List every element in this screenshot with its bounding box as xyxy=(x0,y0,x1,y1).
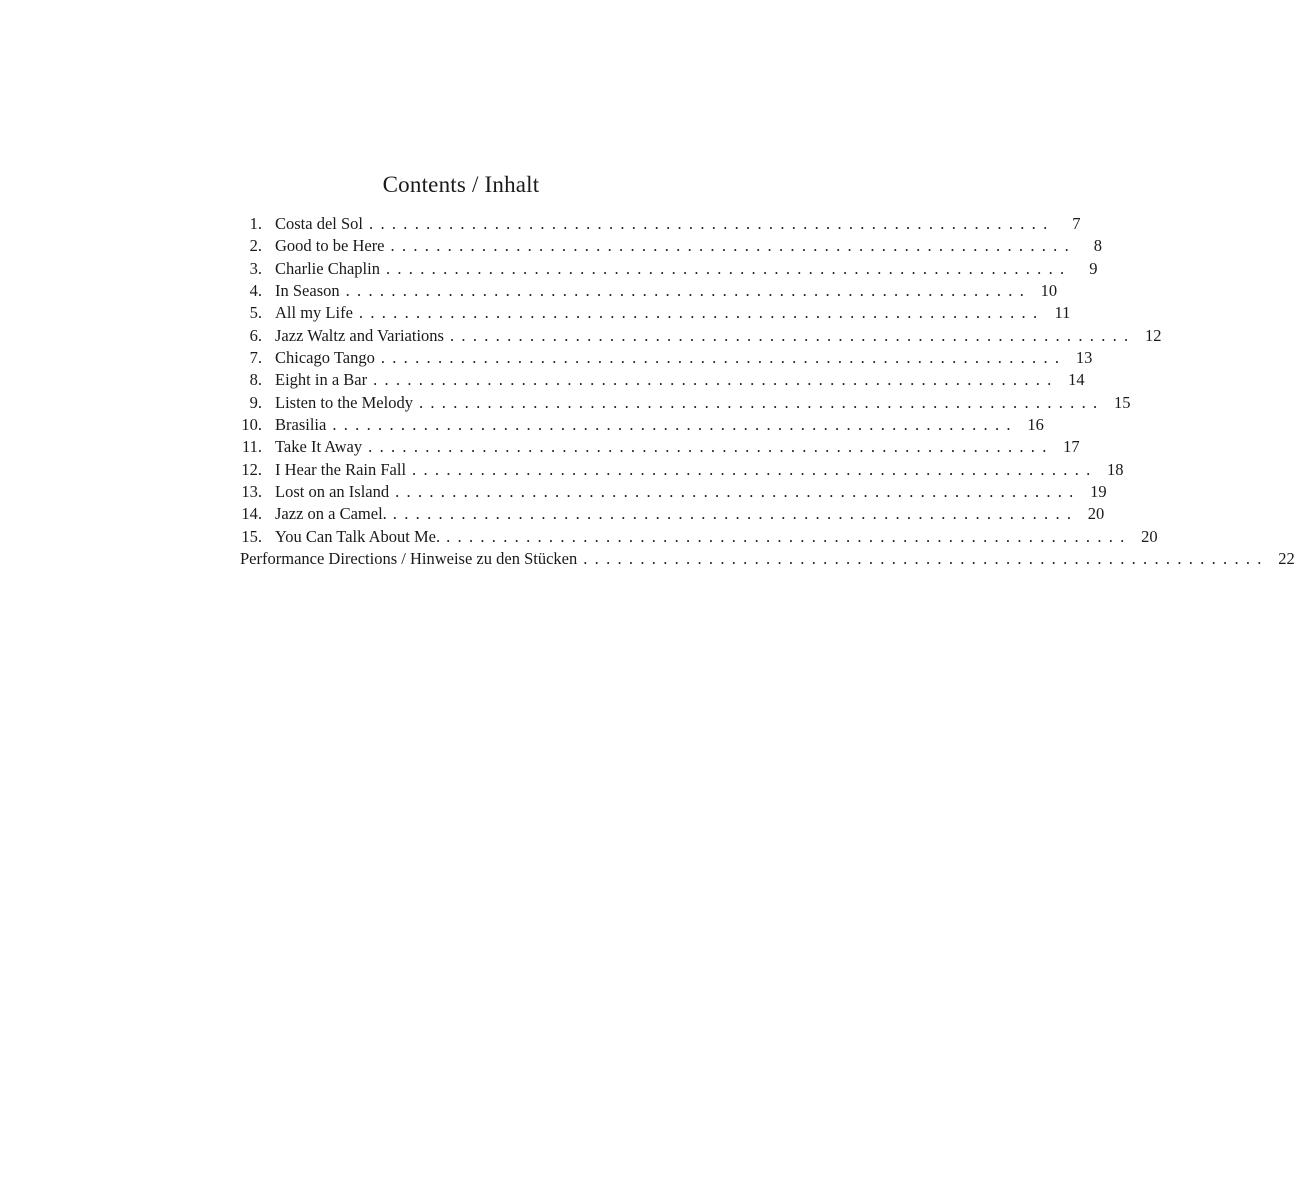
toc-entry-6[interactable] xyxy=(238,325,1162,347)
entry-page: 13 xyxy=(1075,348,1093,368)
toc-entry-11[interactable] xyxy=(238,436,1080,458)
dot-leader: ............................................................ xyxy=(345,281,1032,301)
page-title: Contents / Inhalt xyxy=(382,172,540,197)
table-of-contents xyxy=(238,213,1295,571)
entry-title: Eight in a Bar xyxy=(275,370,368,390)
entry-number: 1. xyxy=(249,214,262,233)
entry-page: 7 xyxy=(1072,214,1081,233)
entry-title: Good to be Here xyxy=(275,236,385,256)
entry-page: 12 xyxy=(1144,325,1162,345)
dot-leader: ............................................................ xyxy=(373,370,1059,390)
toc-entry-8[interactable] xyxy=(238,369,1085,391)
dot-leader: ............................................................ xyxy=(332,415,1018,435)
entry-page: 17 xyxy=(1063,437,1080,457)
entry-title: Jazz Waltz and Variations xyxy=(275,325,444,345)
dot-leader: ............................................................ xyxy=(446,526,1132,546)
dot-leader: ............................................................ xyxy=(418,392,1105,412)
toc-entry-1[interactable] xyxy=(238,213,1081,235)
dot-leader: ............................................................ xyxy=(385,258,1072,278)
entry-title: Brasilia xyxy=(275,415,327,435)
toc-entry-directions[interactable] xyxy=(238,548,1295,570)
entry-title: Charlie Chaplin xyxy=(275,258,380,278)
toc-entry-10[interactable] xyxy=(238,414,1044,436)
entry-title: Jazz on a Camel. xyxy=(275,504,387,524)
entry-number: 6. xyxy=(249,325,262,345)
entry-title: Performance Directions / Hinweise zu den Stücken xyxy=(240,549,578,569)
entry-page: 8 xyxy=(1093,236,1103,256)
entry-number: 13. xyxy=(241,482,262,502)
entry-page: 10 xyxy=(1040,281,1058,301)
entry-page: 16 xyxy=(1027,415,1044,435)
entry-number: 12. xyxy=(241,459,262,479)
toc-entry-12[interactable] xyxy=(238,459,1124,481)
entry-number: 5. xyxy=(249,303,262,323)
entry-title: Costa del Sol xyxy=(275,214,364,233)
entry-number: 9. xyxy=(249,392,262,412)
entry-page: 22 xyxy=(1278,549,1295,569)
toc-entry-3[interactable] xyxy=(238,258,1098,280)
dot-leader: ............................................................ xyxy=(412,459,1098,479)
entry-number: 2. xyxy=(249,236,262,256)
toc-entry-2[interactable] xyxy=(238,235,1103,257)
entry-title: Chicago Tango xyxy=(275,348,375,368)
toc-entry-5[interactable] xyxy=(238,302,1071,324)
entry-page: 20 xyxy=(1087,504,1105,524)
toc-entry-9[interactable] xyxy=(238,392,1131,414)
entry-number: 8. xyxy=(249,370,262,390)
dot-leader: ............................................................ xyxy=(358,303,1045,323)
toc-entry-13[interactable] xyxy=(238,481,1107,503)
entry-page: 18 xyxy=(1107,459,1124,479)
entry-title: Lost on an Island xyxy=(275,482,390,502)
dot-leader: ............................................................ xyxy=(395,482,1081,502)
entry-page: 15 xyxy=(1113,392,1131,412)
entry-page: 14 xyxy=(1068,370,1085,390)
entry-number: 11. xyxy=(241,437,262,457)
entry-page: 20 xyxy=(1141,526,1158,546)
dot-leader: ............................................................ xyxy=(390,236,1077,256)
entry-number: 14. xyxy=(241,504,262,524)
toc-entry-14[interactable] xyxy=(238,503,1105,525)
toc-entry-7[interactable] xyxy=(238,347,1093,369)
entry-number: 7. xyxy=(249,348,262,368)
entry-title: All my Life xyxy=(275,303,353,323)
entry-title: Take It Away xyxy=(275,437,363,457)
entry-page: 9 xyxy=(1089,258,1098,278)
entry-page: 11 xyxy=(1054,303,1071,323)
entry-number: 10. xyxy=(241,415,262,435)
dot-leader: ............................................................ xyxy=(368,437,1054,457)
toc-entry-4[interactable] xyxy=(238,280,1058,302)
entry-page: 19 xyxy=(1090,482,1107,502)
entry-title: I Hear the Rain Fall xyxy=(275,459,407,479)
dot-leader: ............................................................ xyxy=(380,348,1067,368)
entry-title: In Season xyxy=(275,281,340,301)
entry-number: 4. xyxy=(249,281,262,301)
dot-leader: ............................................................ xyxy=(449,325,1136,345)
entry-title: You Can Talk About Me. xyxy=(275,526,441,546)
entry-title: Listen to the Melody xyxy=(275,392,413,412)
dot-leader: ............................................................ xyxy=(369,214,1055,233)
dot-leader: ............................................................ xyxy=(392,504,1079,524)
dot-leader: ............................................................ xyxy=(583,549,1269,569)
toc-entry-15[interactable] xyxy=(238,526,1158,548)
entry-number: 15. xyxy=(241,526,262,546)
entry-number: 3. xyxy=(249,258,262,278)
